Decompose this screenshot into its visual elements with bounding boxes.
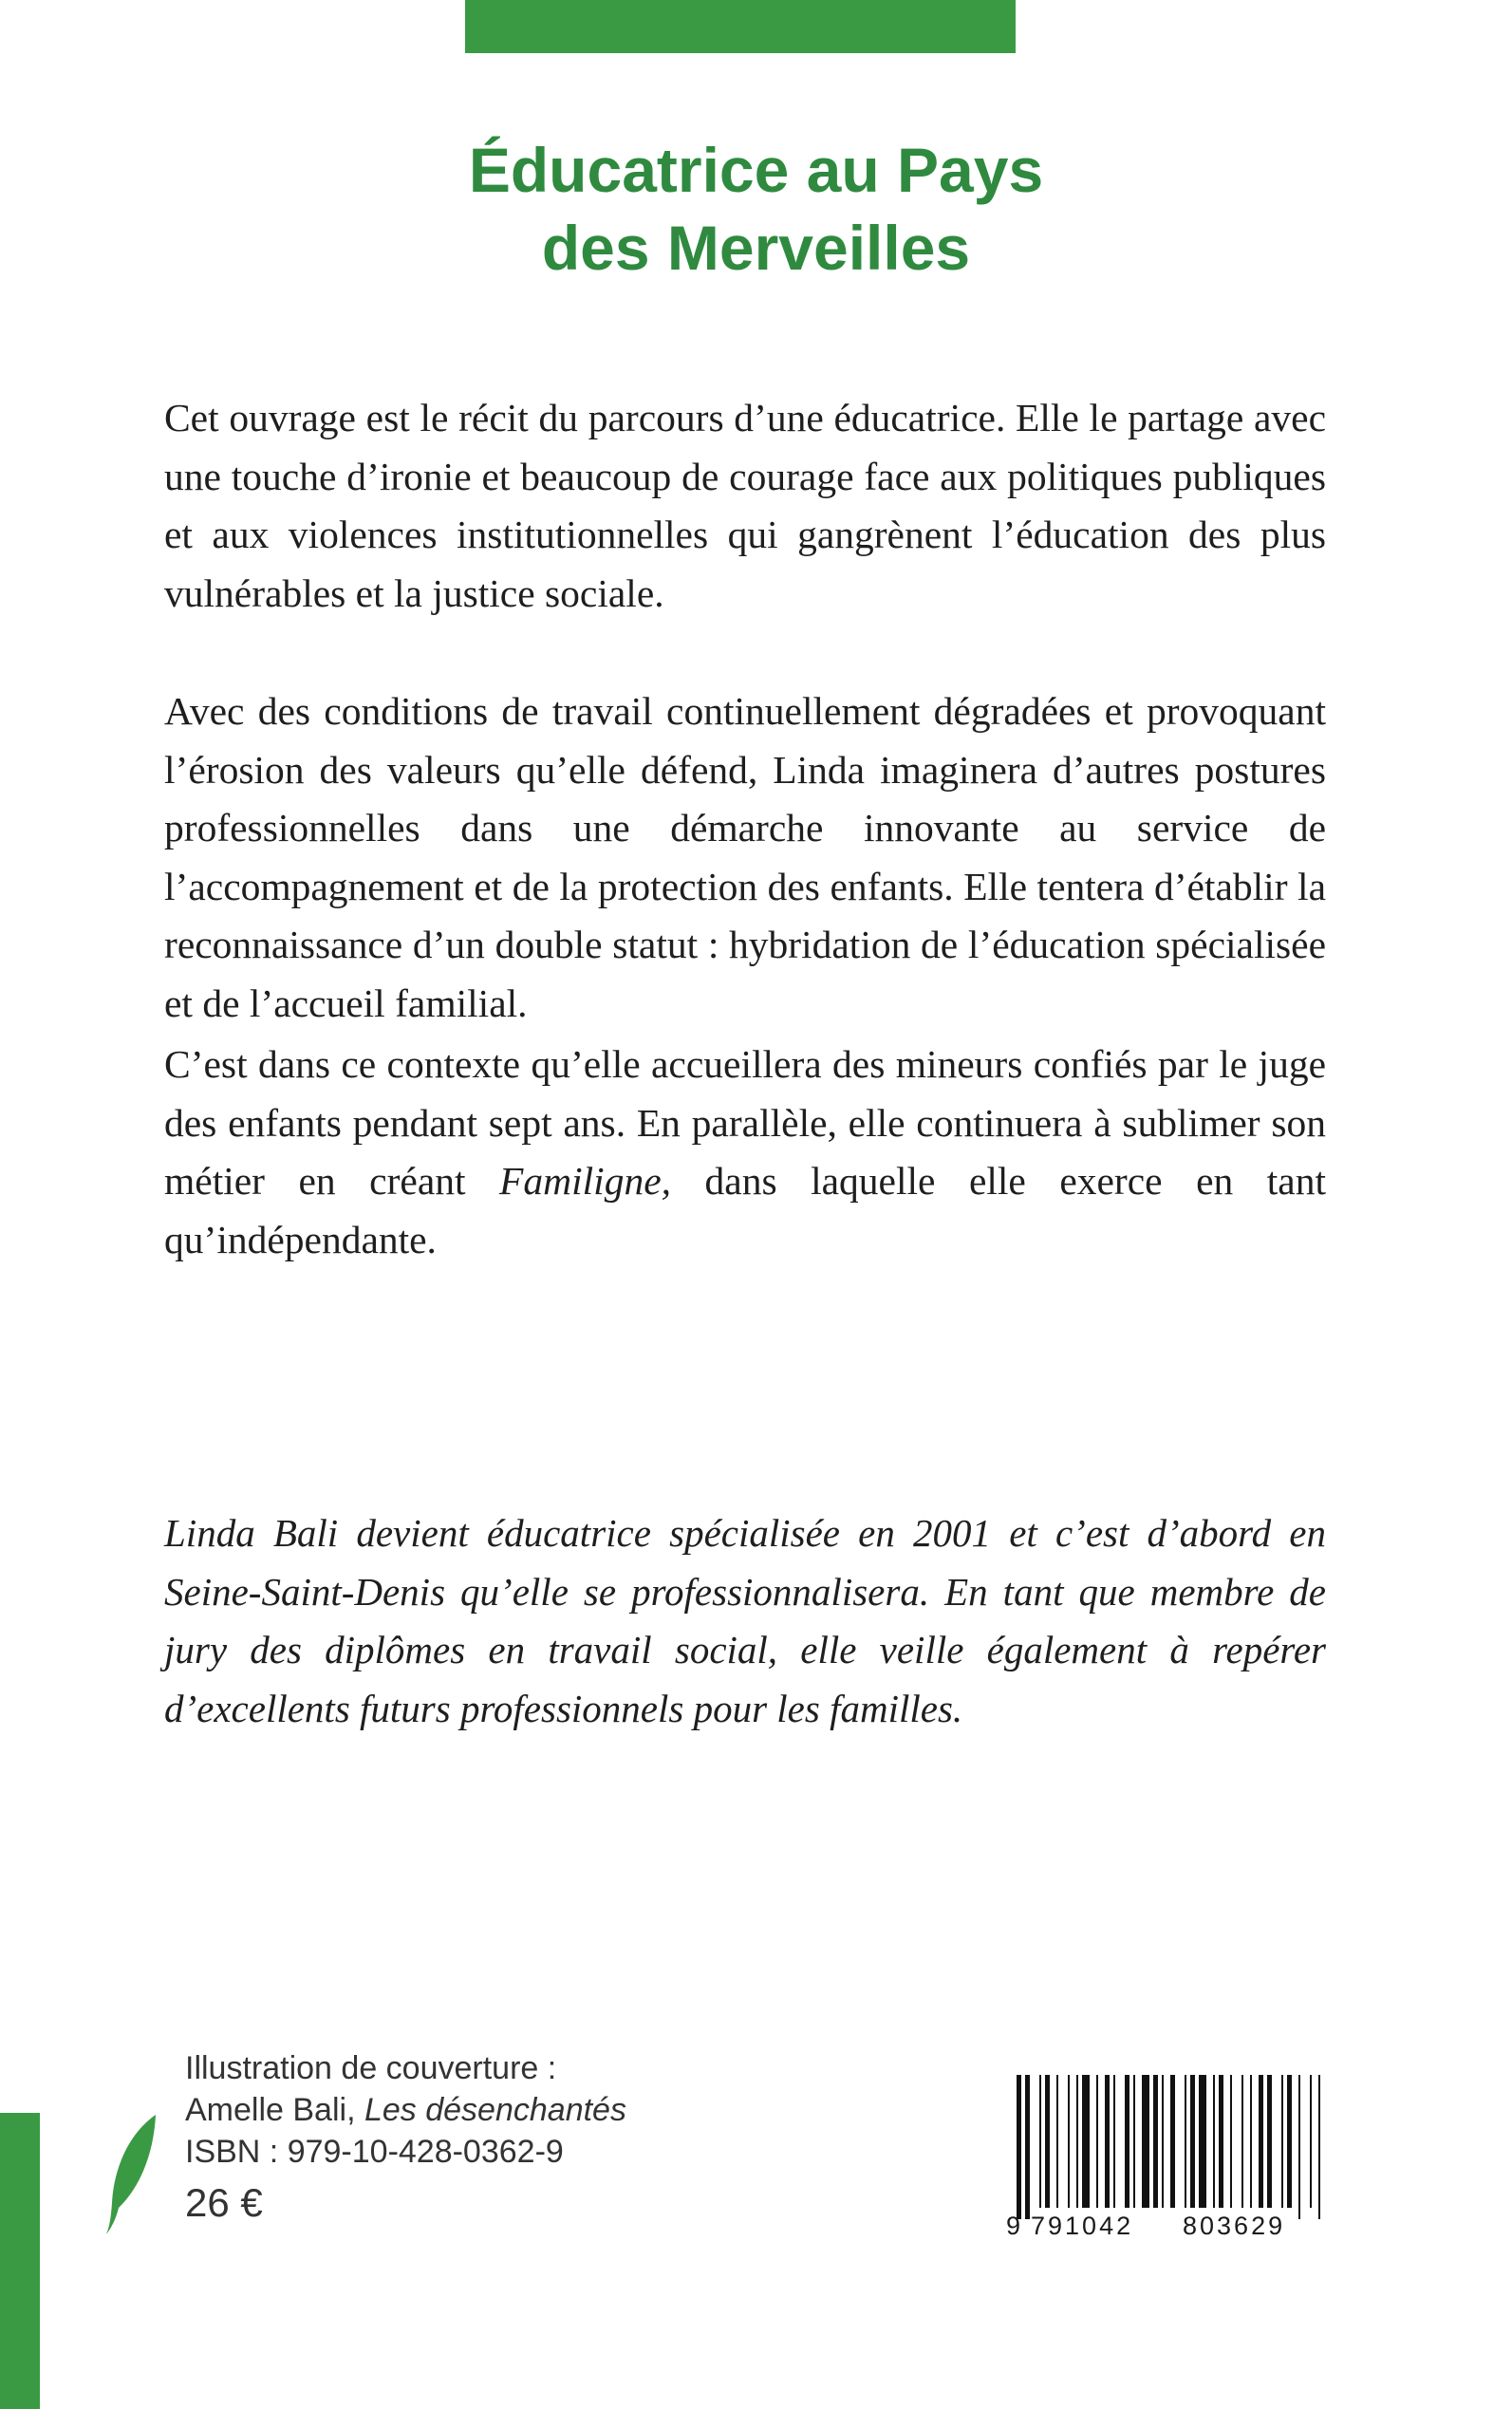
barcode-bar xyxy=(1096,2075,1098,2208)
barcode-bar xyxy=(1076,2075,1078,2208)
barcode-bar xyxy=(1153,2075,1158,2208)
cover-credits xyxy=(185,2047,626,2230)
feather-icon xyxy=(103,2113,159,2236)
illustration-label: Illustration de couverture : xyxy=(185,2050,557,2086)
barcode-bar xyxy=(1287,2075,1292,2208)
summary-paragraph-1: Cet ouvrage est le récit du parcours d’une éducatrice. Elle le partage avec une touche d’ironie et beaucoup de courage face aux politiques publiques et aux violences institutionnelles qui gangrènent l’éducation des plus vulnérables et la justice sociale. xyxy=(164,396,1326,615)
barcode-bars xyxy=(1009,2075,1328,2219)
barcode-left-group: 791042 xyxy=(1031,2212,1134,2240)
book-title-line-1: Éducatrice au Pays xyxy=(468,135,1044,205)
barcode-bar xyxy=(1113,2075,1115,2208)
barcode-bar xyxy=(1017,2075,1021,2219)
barcode-bar xyxy=(1310,2075,1312,2208)
summary-p3-text-start: C’est dans ce contexte qu’elle accueillera des mineurs confiés par le juge des enfants pendant sept ans. En parallèle, elle continuera à sublimer son métier en créant xyxy=(164,1042,1326,1203)
summary-paragraph-3 xyxy=(164,1036,1326,1269)
barcode-bar xyxy=(1056,2075,1058,2208)
illustrator-name: Amelle Bali, xyxy=(185,2092,364,2128)
barcode-bar xyxy=(1250,2075,1252,2208)
artwork-title: Les désenchantés xyxy=(364,2092,626,2128)
book-title xyxy=(0,131,1512,287)
top-accent-bar xyxy=(465,0,1016,53)
barcode-bar xyxy=(1125,2075,1129,2208)
barcode-bar xyxy=(1281,2075,1283,2208)
barcode-right-group: 803629 xyxy=(1183,2212,1286,2240)
barcode-bar xyxy=(1039,2075,1041,2208)
illustration-credit xyxy=(185,2089,626,2131)
barcode-bar xyxy=(1105,2075,1110,2208)
barcode-bar xyxy=(1068,2075,1070,2208)
barcode-bar xyxy=(1142,2075,1149,2208)
barcode-bar xyxy=(1199,2075,1206,2208)
barcode-bar xyxy=(1045,2075,1050,2208)
barcode-bar xyxy=(1213,2075,1215,2208)
summary-p3-text-end: dans laquelle elle exerce en tant qu’indépendante. xyxy=(164,1159,1327,1261)
barcode-bar xyxy=(1219,2075,1223,2208)
barcode-bar xyxy=(1259,2075,1263,2208)
barcode-bar xyxy=(1298,2075,1300,2219)
left-accent-bar xyxy=(0,2113,40,2409)
barcode-bar xyxy=(1133,2075,1135,2208)
book-title-line-2: des Merveilles xyxy=(541,213,971,283)
author-bio: Linda Bali devient éducatrice spécialisée en 2001 et c’est d’abord en Seine-Saint-Denis qu’elle se professionnalisera. En tant que membre de jury des diplômes en travail social, elle veille également à repérer d’excellents futurs professionnels pour les familles. xyxy=(164,1511,1326,1730)
isbn: ISBN : 979-10-428-0362-9 xyxy=(185,2134,564,2170)
barcode-bar xyxy=(1082,2075,1090,2208)
familigne-title: Familigne, xyxy=(499,1159,672,1203)
barcode-bar xyxy=(1185,2075,1186,2208)
barcode-bar xyxy=(1241,2075,1243,2208)
price: 26 € xyxy=(185,2180,263,2225)
summary-paragraph-2: Avec des conditions de travail continuellement dégradées et provoquant l’érosion des valeurs qu’elle défend, Linda imaginera d’autres postures professionnelles dans une démarche innovante au service de l’accompagnement et de la protection des enfants. Elle tentera d’établir la reconnaissance d’un double statut : hybridation de l’éducation spécialisée et de l’accueil familial. xyxy=(164,689,1326,1025)
barcode-bar xyxy=(1267,2075,1272,2208)
barcode-first-digit: 9 xyxy=(1006,2212,1021,2240)
barcode-bar xyxy=(1025,2075,1030,2219)
barcode-bar xyxy=(1190,2075,1195,2208)
barcode-bar xyxy=(1170,2075,1175,2208)
barcode-bar xyxy=(1230,2075,1232,2208)
barcode-bar xyxy=(1162,2075,1164,2208)
barcode-bar xyxy=(1318,2075,1320,2219)
barcode xyxy=(1009,2075,1328,2219)
